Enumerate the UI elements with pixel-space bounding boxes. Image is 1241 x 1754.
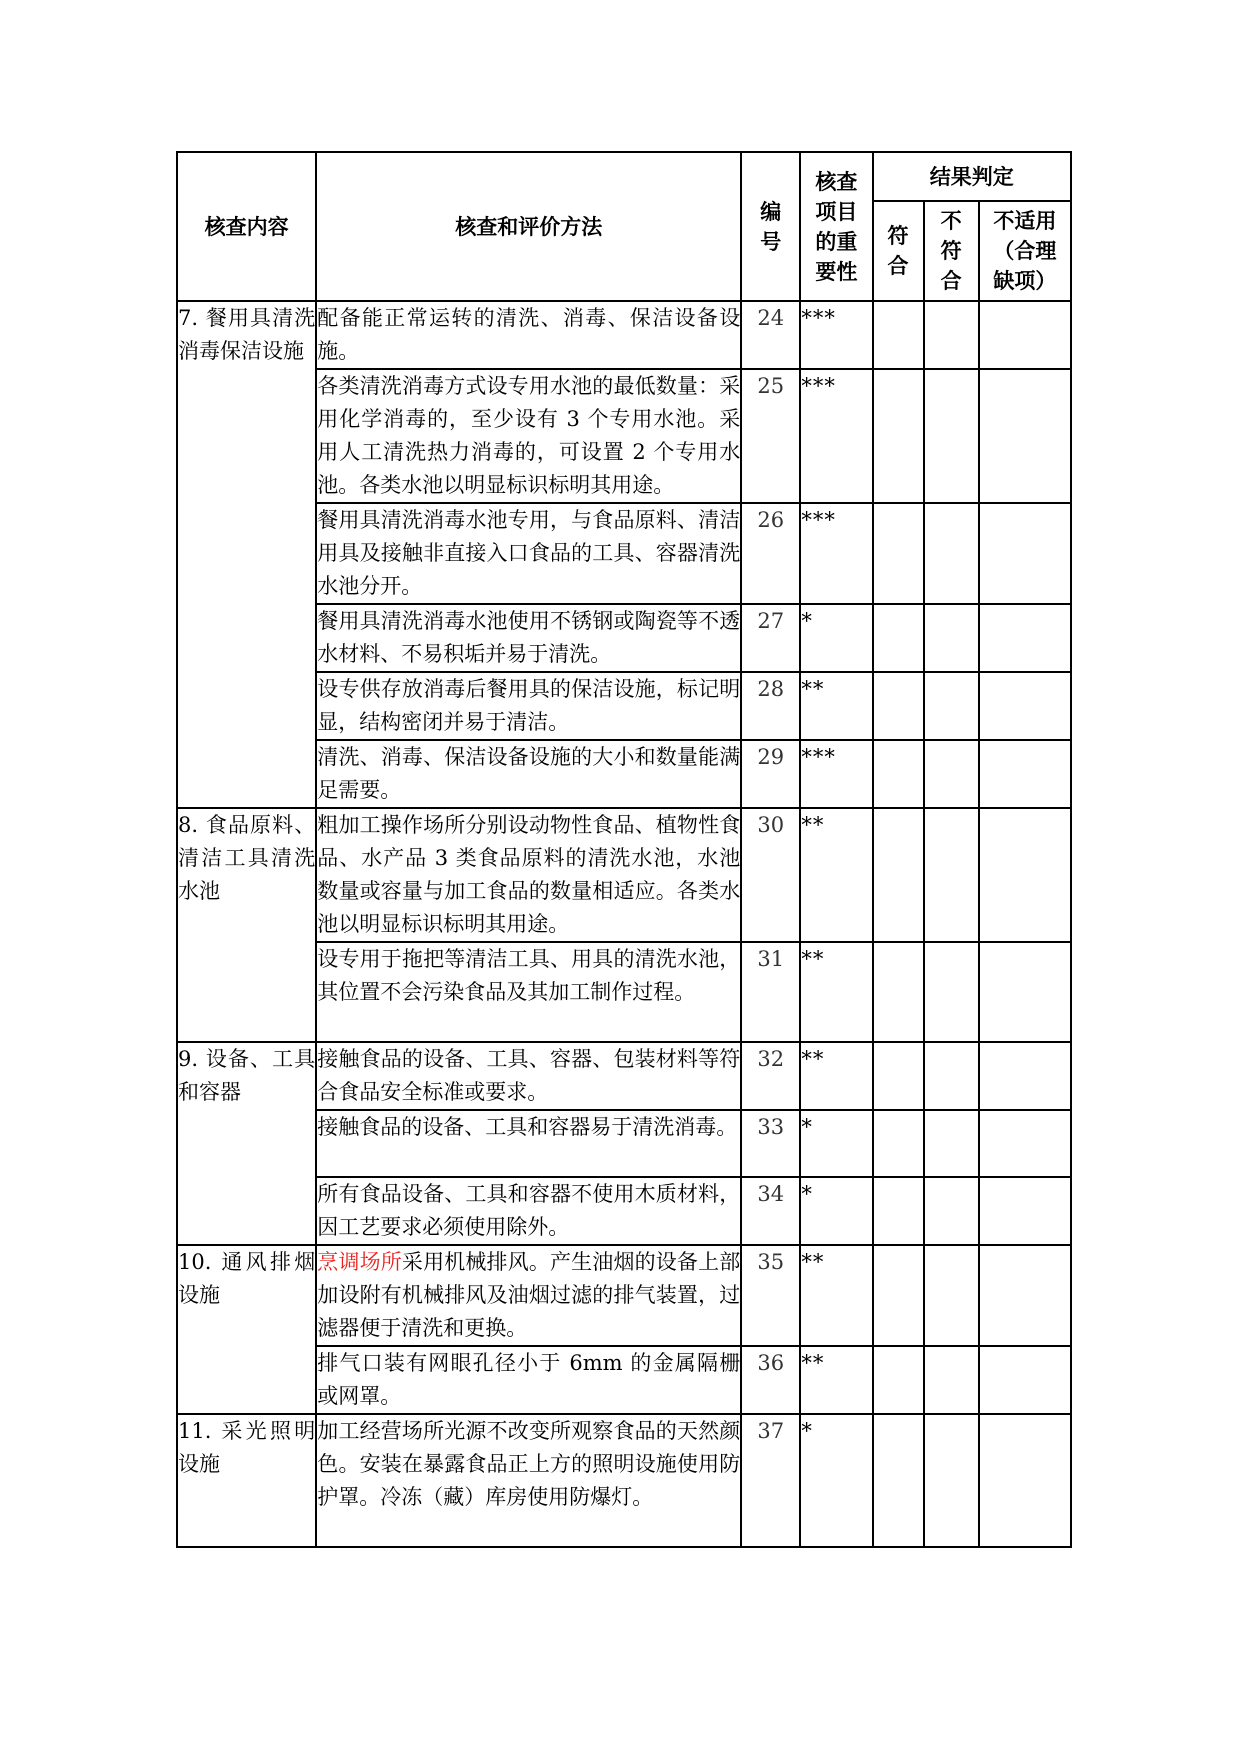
- method-cell: 接触食品的设备、工具、容器、包装材料等符合食品安全标准或要求。: [316, 1042, 741, 1110]
- conform-check[interactable]: [873, 1414, 924, 1547]
- nonconform-check[interactable]: [924, 1110, 979, 1177]
- importance-cell: *: [800, 1177, 872, 1245]
- method-cell: 加工经营场所光源不改变所观察食品的天然颜色。安装在暴露食品正上方的照明设施使用防护罩。冷冻（藏）库房使用防爆灯。: [316, 1414, 741, 1547]
- conform-check[interactable]: [873, 1110, 924, 1177]
- importance-cell: ***: [800, 740, 872, 808]
- number-cell: 26: [741, 503, 800, 604]
- method-cell: 排气口装有网眼孔径小于 6mm 的金属隔栅或网罩。: [316, 1346, 741, 1414]
- nonconform-check[interactable]: [924, 672, 979, 740]
- inspection-table: [176, 151, 1072, 1548]
- number-cell: 30: [741, 808, 800, 942]
- table-row: [177, 808, 1071, 942]
- importance-cell: *: [800, 1414, 872, 1547]
- importance-cell: ***: [800, 369, 872, 503]
- number-cell: 32: [741, 1042, 800, 1110]
- nonconform-check[interactable]: [924, 604, 979, 672]
- table-row: [177, 1245, 1071, 1346]
- importance-cell: **: [800, 1042, 872, 1110]
- importance-cell: ***: [800, 503, 872, 604]
- conform-check[interactable]: [873, 1245, 924, 1346]
- category-cell: 10. 通风排烟设施: [177, 1245, 316, 1414]
- number-cell: 28: [741, 672, 800, 740]
- category-cell: 11. 采光照明设施: [177, 1414, 316, 1547]
- nonconform-check[interactable]: [924, 1346, 979, 1414]
- nonconform-check[interactable]: [924, 1245, 979, 1346]
- na-check[interactable]: [979, 808, 1071, 942]
- number-cell: 35: [741, 1245, 800, 1346]
- conform-check[interactable]: [873, 942, 924, 1042]
- number-cell: 24: [741, 301, 800, 369]
- nonconform-check[interactable]: [924, 369, 979, 503]
- method-cell: 餐用具清洗消毒水池使用不锈钢或陶瓷等不透水材料、不易积垢并易于清洗。: [316, 604, 741, 672]
- conform-check[interactable]: [873, 1042, 924, 1110]
- importance-cell: **: [800, 672, 872, 740]
- nonconform-check[interactable]: [924, 1042, 979, 1110]
- category-cell: 7. 餐用具清洗消毒保洁设施: [177, 301, 316, 808]
- number-cell: 33: [741, 1110, 800, 1177]
- header-result: 结果判定: [873, 152, 1072, 201]
- na-check[interactable]: [979, 1346, 1071, 1414]
- method-cell: 清洗、消毒、保洁设备设施的大小和数量能满足需要。: [316, 740, 741, 808]
- nonconform-check[interactable]: [924, 301, 979, 369]
- conform-check[interactable]: [873, 503, 924, 604]
- conform-check[interactable]: [873, 301, 924, 369]
- number-cell: 31: [741, 942, 800, 1042]
- header-importance: 核查项目的重要性: [800, 152, 872, 301]
- importance-cell: *: [800, 604, 872, 672]
- header-na: 不适用（合理缺项）: [979, 201, 1071, 301]
- method-cell: 各类清洗消毒方式设专用水池的最低数量：采用化学消毒的，至少设有 3 个专用水池。采用人工清洗热力消毒的，可设置 2 个专用水池。各类水池以明显标识标明其用途。: [316, 369, 741, 503]
- nonconform-check[interactable]: [924, 808, 979, 942]
- conform-check[interactable]: [873, 604, 924, 672]
- na-check[interactable]: [979, 1042, 1071, 1110]
- conform-check[interactable]: [873, 1177, 924, 1245]
- na-check[interactable]: [979, 604, 1071, 672]
- na-check[interactable]: [979, 740, 1071, 808]
- nonconform-check[interactable]: [924, 503, 979, 604]
- method-cell: 所有食品设备、工具和容器不使用木质材料，因工艺要求必须使用除外。: [316, 1177, 741, 1245]
- nonconform-check[interactable]: [924, 1177, 979, 1245]
- method-cell: 餐用具清洗消毒水池专用，与食品原料、清洁用具及接触非直接入口食品的工具、容器清洗水池分开。: [316, 503, 741, 604]
- importance-cell: **: [800, 942, 872, 1042]
- conform-check[interactable]: [873, 369, 924, 503]
- na-check[interactable]: [979, 672, 1071, 740]
- method-cell: 粗加工操作场所分别设动物性食品、植物性食品、水产品 3 类食品原料的清洗水池，水池数量或容量与加工食品的数量相适应。各类水池以明显标识标明其用途。: [316, 808, 741, 942]
- na-check[interactable]: [979, 1110, 1071, 1177]
- method-cell: 设专用于拖把等清洁工具、用具的清洗水池，其位置不会污染食品及其加工制作过程。: [316, 942, 741, 1042]
- number-cell: 37: [741, 1414, 800, 1547]
- table-row: [177, 1414, 1071, 1547]
- conform-check[interactable]: [873, 1346, 924, 1414]
- na-check[interactable]: [979, 369, 1071, 503]
- conform-check[interactable]: [873, 808, 924, 942]
- na-check[interactable]: [979, 301, 1071, 369]
- na-check[interactable]: [979, 1245, 1071, 1346]
- na-check[interactable]: [979, 503, 1071, 604]
- na-check[interactable]: [979, 1414, 1071, 1547]
- number-cell: 34: [741, 1177, 800, 1245]
- importance-cell: *: [800, 1110, 872, 1177]
- table-row: [177, 301, 1071, 369]
- header-number: 编号: [741, 152, 800, 301]
- header-method: 核查和评价方法: [316, 152, 741, 301]
- conform-check[interactable]: [873, 672, 924, 740]
- number-cell: 36: [741, 1346, 800, 1414]
- number-cell: 29: [741, 740, 800, 808]
- method-cell: 接触食品的设备、工具和容器易于清洗消毒。: [316, 1110, 741, 1177]
- method-cell: 配备能正常运转的清洗、消毒、保洁设备设施。: [316, 301, 741, 369]
- nonconform-check[interactable]: [924, 740, 979, 808]
- header-content: 核查内容: [177, 152, 316, 301]
- category-cell: 9. 设备、工具和容器: [177, 1042, 316, 1245]
- highlighted-term: 烹调场所: [317, 1250, 402, 1274]
- number-cell: 25: [741, 369, 800, 503]
- method-cell: [316, 1245, 741, 1346]
- category-cell: 8. 食品原料、清洁工具清洗水池: [177, 808, 316, 1042]
- table-row: [177, 1042, 1071, 1110]
- nonconform-check[interactable]: [924, 1414, 979, 1547]
- method-cell: 设专供存放消毒后餐用具的保洁设施，标记明显，结构密闭并易于清洁。: [316, 672, 741, 740]
- importance-cell: **: [800, 1245, 872, 1346]
- na-check[interactable]: [979, 1177, 1071, 1245]
- importance-cell: **: [800, 1346, 872, 1414]
- nonconform-check[interactable]: [924, 942, 979, 1042]
- importance-cell: **: [800, 808, 872, 942]
- conform-check[interactable]: [873, 740, 924, 808]
- header-nonconform: 不符合: [924, 201, 979, 301]
- number-cell: 27: [741, 604, 800, 672]
- na-check[interactable]: [979, 942, 1071, 1042]
- importance-cell: ***: [800, 301, 872, 369]
- method-text: 采用机械排风。产生油烟的设备上部加设附有机械排风及油烟过滤的排气装置，过滤器便于清洗和更换。: [317, 1250, 741, 1340]
- header-conform: 符合: [873, 201, 924, 301]
